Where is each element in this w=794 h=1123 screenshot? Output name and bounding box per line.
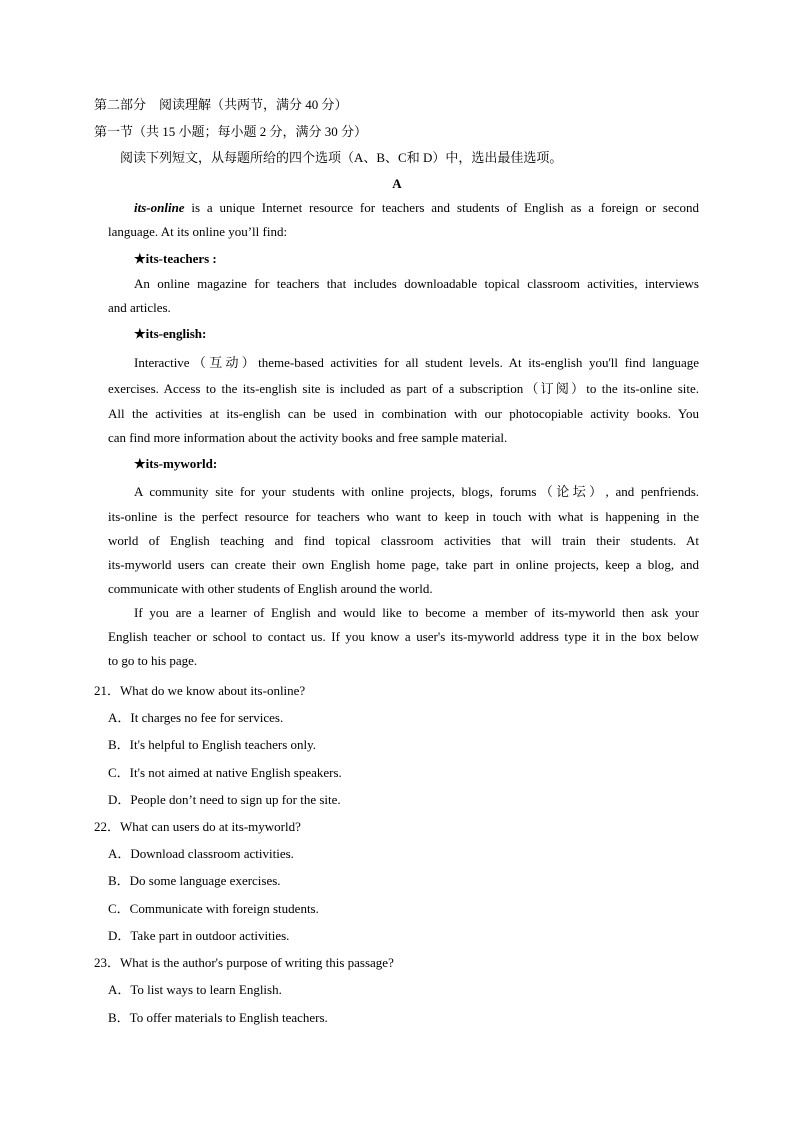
text-line: English teacher or school to contact us. If you know a user's its-myworld address type it in the box below: [108, 629, 699, 644]
option-21-c: C．It's not aimed at native English speakers.: [108, 765, 342, 780]
text-line: An online magazine for teachers that includes downloadable topical classroom activities, interviews: [134, 276, 699, 291]
option-23-b: B．To offer materials to English teachers.: [108, 1010, 328, 1025]
instructions: 阅读下列短文，从每题所给的四个选项（A、B、C和 D）中，选出最佳选项。: [120, 150, 563, 165]
text-line: If you are a learner of English and would like to become a member of its-myworld then ask your: [134, 605, 699, 620]
option-22-c: C．Communicate with foreign students.: [108, 901, 319, 916]
section-heading-myworld: ★its-myworld:: [134, 456, 218, 471]
section-title: 第一节（共 15 小题；每小题 2 分，满分 30 分）: [94, 124, 368, 139]
text-line: can find more information about the activity books and free sample material.: [108, 430, 508, 445]
option-22-a: A．Download classroom activities.: [108, 846, 294, 861]
text-line: its-online is the perfect resource for teachers who want to keep in touch with what is happening in the: [108, 509, 699, 524]
option-22-b: B．Do some language exercises.: [108, 873, 281, 888]
option-21-a: A．It charges no fee for services.: [108, 710, 284, 725]
question-22: 22．What can users do at its-myworld?: [94, 819, 301, 834]
passage-intro: [108, 196, 699, 244]
section-body-myworld: [108, 479, 699, 601]
text-line: and articles.: [108, 300, 171, 315]
text-line: its-myworld users can create their own English home page, take part in online projects, keep a blog, and: [108, 557, 699, 572]
option-21-d: D．People don’t need to sign up for the site.: [108, 792, 341, 807]
passage-closing: [108, 601, 699, 673]
text-line: communicate with other students of English around the world.: [108, 581, 433, 596]
intro-line-2: language. At its online you’ll find:: [108, 224, 288, 239]
question-21: 21．What do we know about its-online?: [94, 683, 306, 698]
text-line: A community site for your students with online projects, blogs, forums（论坛）, and penfriends.: [134, 484, 699, 499]
section-body-teachers: [108, 272, 699, 320]
question-23: 23．What is the author's purpose of writing this passage?: [94, 955, 394, 970]
option-21-b: B．It's helpful to English teachers only.: [108, 737, 317, 752]
text-line: Interactive（互动）theme-based activities for all student levels. At its-english you'll find language: [134, 355, 699, 370]
part-title: 第二部分 阅读理解（共两节，满分 40 分）: [94, 97, 348, 112]
section-heading-english: ★its-english:: [134, 326, 207, 341]
text-line: exercises. Access to the its-english site is included as part of a subscription（订阅）to the its-online site.: [108, 381, 699, 396]
intro-line-1-rest: is a unique Internet resource for teachers and students of English as a foreign or second: [184, 200, 699, 215]
intro-line-1: [108, 196, 699, 220]
intro-lead: its-online: [134, 200, 185, 215]
text-line: All the activities at its-english can be used in combination with our photocopiable activity books. You: [108, 406, 699, 421]
section-heading-teachers: ★its-teachers :: [134, 251, 217, 266]
section-body-english: [108, 349, 699, 450]
option-23-a: A．To list ways to learn English.: [108, 982, 282, 997]
option-22-d: D．Take part in outdoor activities.: [108, 928, 290, 943]
text-line: to go to his page.: [108, 653, 198, 668]
passage-label: A: [392, 176, 402, 191]
text-line: world of English teaching and find topical classroom activities that will train their students. At: [108, 533, 699, 548]
